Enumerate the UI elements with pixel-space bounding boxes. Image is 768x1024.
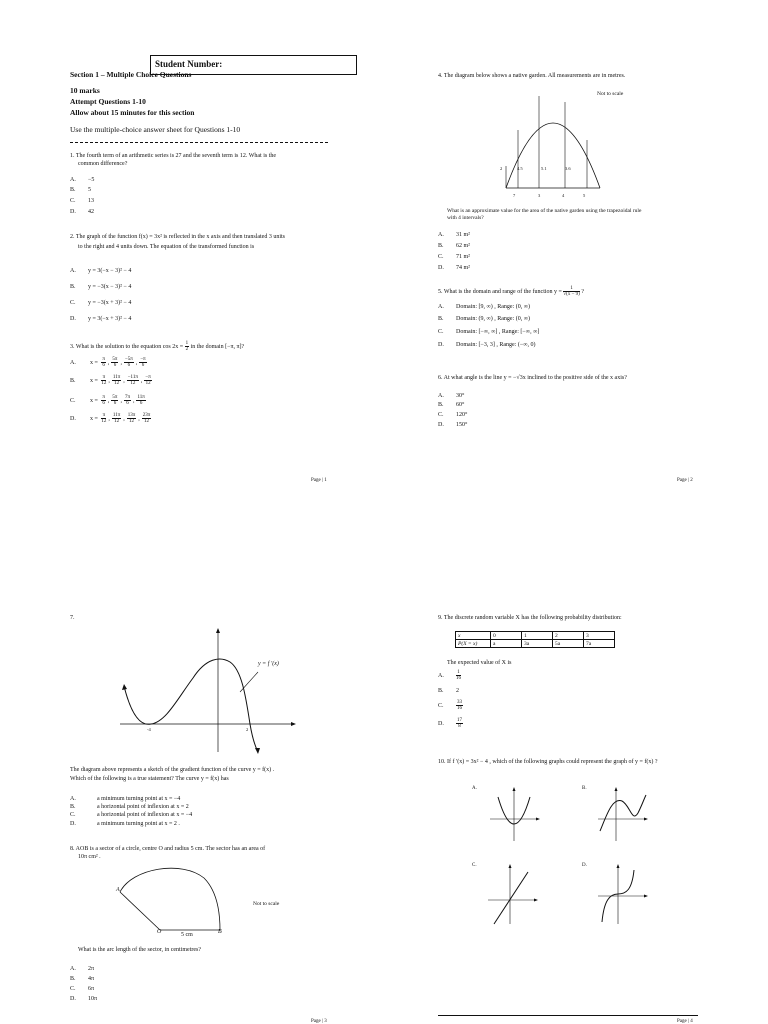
q9-option-c[interactable]: C. $\frac{33}{16}$ — [438, 700, 462, 711]
q8-option-c[interactable]: C. 6π — [70, 986, 95, 992]
q9-table-row-p — [456, 640, 615, 648]
q9-probability-table — [455, 631, 615, 648]
q9-option-d[interactable]: D. $\frac{17}{8}$ — [438, 718, 462, 729]
q10-stem: 10. If f ′(x) = 3x² − 4 , which of the following graphs could represent the graph of y = f(x) ? — [438, 759, 658, 765]
q2-option-c[interactable]: C. y = −3(x + 3)² − 4 — [70, 300, 132, 306]
q10-label-a: A. — [472, 786, 477, 791]
q3-fraction: $\frac{-11\pi}{12}$ — [127, 375, 138, 386]
allow-line: Allow about 15 minutes for this section — [70, 108, 195, 117]
q3-fraction: $\frac{5\pi}{6}$ — [112, 395, 118, 406]
q7-stem-1: The diagram above represents a sketch of the gradient function of the curve y = f(x) . — [70, 767, 275, 773]
q6-option-c[interactable]: C. 120° — [438, 412, 468, 418]
q4-option-d[interactable]: D. 74 m² — [438, 265, 470, 271]
q2-stem-2: to the right and 4 units down. The equation of the transformed function is — [78, 244, 255, 250]
q4-question-2: with 4 intervals? — [447, 215, 484, 221]
q7-option-b[interactable]: B. a horizontal point of inflexion at x = 2 — [70, 804, 189, 810]
q7-stem-2: Which of the following is a true statement? The curve y = f(x) has — [70, 776, 229, 782]
marks-line: 10 marks — [70, 86, 100, 95]
q7-option-a[interactable]: A. a minimum turning point at x = −4 — [70, 796, 181, 802]
q6-option-b[interactable]: B. 60° — [438, 402, 465, 408]
q8-radius-label: 5 cm — [181, 932, 193, 938]
q10-graph-a[interactable] — [486, 787, 546, 843]
q10-graph-b[interactable] — [594, 787, 654, 843]
q3-fraction: $\frac{\pi}{6}$ — [102, 395, 105, 406]
q8-label-b: B — [218, 929, 222, 935]
q4-option-a[interactable]: A. 31 m² — [438, 232, 470, 238]
q3-fraction: $\frac{11\pi}{12}$ — [112, 375, 121, 386]
q1-option-c[interactable]: C. 13 — [70, 198, 94, 204]
q3-option-b[interactable]: B. x = $\frac{\pi}{12}$ , $\frac{11\pi}{12}$ , $\frac{-11\pi}{12}$ , $\frac{-\pi}{12}$ — [70, 375, 151, 386]
q3-fraction: $\frac{11\pi}{12}$ — [112, 413, 121, 424]
q6-stem: 6. At what angle is the line y = −√3x inclined to the positive side of the x axis? — [438, 375, 627, 381]
q3-option-a[interactable]: A. x = $\frac{\pi}{6}$ , $\frac{5\pi}{6}$ , $\frac{-5\pi}{6}$ , $\frac{-\pi}{6}$ — [70, 357, 146, 368]
q10-label-d: D. — [582, 863, 587, 868]
q9-cell: P(X = x) — [456, 640, 491, 648]
q2-option-d[interactable]: D. y = 3(−x + 3)² − 4 — [70, 316, 132, 322]
q5-option-c[interactable]: C. Domain: [−∞, ∞] , Range: [−∞, ∞] — [438, 329, 540, 335]
q4-width-1: 7 — [513, 193, 516, 198]
q3-fraction: $\frac{\pi}{12}$ — [101, 413, 107, 424]
q9-cell: 5a — [553, 640, 584, 648]
q9-cell: 3 — [584, 632, 615, 640]
answer-sheet-line: Use the multiple-choice answer sheet for Questions 1-10 — [70, 125, 241, 134]
q3-fraction: $\frac{-\pi}{12}$ — [145, 375, 151, 386]
q9-stem: 9. The discrete random variable X has the following probability distribution: — [438, 615, 622, 621]
q3-fraction: $\frac{13\pi}{12}$ — [127, 413, 136, 424]
q3-option-c[interactable]: C. x = $\frac{\pi}{6}$ , $\frac{5\pi}{6}$ , $\frac{7\pi}{6}$ , $\frac{11\pi}{6}$ — [70, 395, 145, 406]
q1-option-a[interactable]: A. −5 — [70, 177, 95, 183]
q8-sector-diagram — [112, 866, 232, 936]
q9-table-row-x — [456, 632, 615, 640]
q8-question: What is the arc length of the sector, in centimetres? — [78, 947, 202, 953]
q3-fraction: $\frac{11\pi}{6}$ — [137, 395, 145, 406]
q3-fraction: $\frac{5\pi}{6}$ — [112, 357, 118, 368]
q9-cell: x — [456, 632, 491, 640]
footer-rule — [438, 1015, 698, 1016]
q3-fraction: $\frac{-\pi}{6}$ — [140, 357, 146, 368]
q3-fraction: $\frac{23\pi}{12}$ — [142, 413, 151, 424]
q9-cell: 7a — [584, 640, 615, 648]
q10-label-c: C. — [472, 863, 477, 868]
q3-fraction: $\frac{\pi}{6}$ — [102, 357, 105, 368]
q5-fraction: $\frac{1}{√(x - 9)}$ — [563, 286, 580, 297]
divider — [70, 142, 328, 143]
q3-fraction: $\frac{-5\pi}{6}$ — [124, 357, 133, 368]
q8-label-o: O — [157, 929, 162, 935]
q8-stem-1: 8. AOB is a sector of a circle, centre O and radius 5 cm. The sector has an area of — [70, 846, 266, 852]
q7-tick-2: 2 — [246, 727, 249, 732]
q5-stem: 5. What is the domain and range of the function y = $\frac{1}{√(x - 9)}$ ? — [438, 286, 584, 297]
page-number-2: Page | 2 — [677, 478, 693, 483]
q9-option-a[interactable]: A. $\frac{1}{16}$ — [438, 670, 461, 681]
q4-height-1: 2 — [500, 166, 503, 171]
q4-height-3: 5.1 — [541, 166, 547, 171]
q7-curve-label: y = f ′(x) — [258, 661, 279, 667]
q10-graph-c[interactable] — [484, 864, 544, 926]
q7-tick-minus4: -4 — [147, 727, 151, 732]
q8-label-a: A — [116, 887, 120, 893]
q1-stem-1: 1. The fourth term of an arithmetic series is 27 and the seventh term is 12. What is the — [70, 153, 277, 159]
student-number-label: Student Number: — [155, 59, 223, 69]
q2-stem-1: 2. The graph of the function f(x) = 3x² is reflected in the x axis and then translated 3 units — [70, 234, 286, 240]
q4-width-3: 4 — [562, 193, 565, 198]
q10-graph-d[interactable] — [594, 864, 654, 926]
q9-cell: 3a — [522, 640, 553, 648]
q3-option-d[interactable]: D. x = $\frac{\pi}{12}$ , $\frac{11\pi}{12}$ , $\frac{13\pi}{12}$ , $\frac{23\pi}{12}$ — [70, 413, 151, 424]
q5-option-a[interactable]: A. Domain: [9, ∞) , Range: (0, ∞) — [438, 304, 531, 310]
q6-option-d[interactable]: D. 150° — [438, 422, 468, 428]
q1-option-b[interactable]: B. 5 — [70, 187, 91, 193]
q8-option-b[interactable]: B. 4π — [70, 976, 95, 982]
q2-option-a[interactable]: A. y = 3(−x − 3)² − 4 — [70, 268, 132, 274]
q5-option-b[interactable]: B. Domain: (9, ∞) , Range: (0, ∞) — [438, 316, 531, 322]
q1-stem-2: common difference? — [78, 161, 128, 167]
q7-option-d[interactable]: D. a minimum turning point at x = 2 . — [70, 821, 180, 827]
q2-option-b[interactable]: B. y = −3(x − 3)² − 4 — [70, 284, 132, 290]
q8-option-d[interactable]: D. 10π — [70, 996, 98, 1002]
q5-option-d[interactable]: D. Domain: [−3, 3] , Range: (−∞, 0) — [438, 342, 536, 348]
q6-option-a[interactable]: A. 30° — [438, 393, 465, 399]
q7-gradient-graph — [118, 628, 318, 758]
q9-cell: 0 — [491, 632, 522, 640]
q4-height-4: 3.6 — [565, 166, 571, 171]
attempt-line: Attempt Questions 1-10 — [70, 97, 146, 106]
page-number-4: Page | 4 — [677, 1019, 693, 1024]
q4-width-2: 3 — [538, 193, 541, 198]
q9-cell: 1 — [522, 632, 553, 640]
q9-option-b[interactable]: B. 2 — [438, 688, 459, 694]
q7-number: 7. — [70, 615, 75, 621]
q4-option-c[interactable]: C. 71 m² — [438, 254, 470, 260]
q4-width-4: 5 — [583, 193, 586, 198]
q4-height-2: 4.5 — [517, 166, 523, 171]
q8-stem-2: 10π cm² . — [78, 854, 101, 860]
q9-cell: a — [491, 640, 522, 648]
q10-label-b: B. — [582, 786, 587, 791]
q8-option-a[interactable]: A. 2π — [70, 966, 95, 972]
q4-stem: 4. The diagram below shows a native garden. All measurements are in metres. — [438, 73, 626, 79]
section-title: Section 1 – Multiple Choice Questions — [70, 70, 192, 79]
q8-not-to-scale: Not to scale — [253, 901, 280, 907]
q4-not-to-scale: Not to scale — [597, 91, 624, 97]
page-number-3: Page | 3 — [311, 1019, 327, 1024]
q3-stem-fraction: $\frac{1}{2}$ — [185, 341, 189, 352]
q1-option-d[interactable]: D. 42 — [70, 209, 94, 215]
q3-fraction: $\frac{7\pi}{6}$ — [124, 395, 130, 406]
q9-cell: 2 — [553, 632, 584, 640]
q9-question: The expected value of X is — [447, 660, 512, 666]
q7-option-c[interactable]: C. a horizontal point of inflexion at x = −4 — [70, 812, 193, 818]
native-garden-diagram — [503, 88, 603, 198]
q4-question-1: What is an approximate value for the area of the native garden using the trapezoidal rule — [447, 208, 642, 214]
q4-option-b[interactable]: B. 62 m² — [438, 243, 470, 249]
page-number-1: Page | 1 — [311, 478, 327, 483]
q3-fraction: $\frac{\pi}{12}$ — [101, 375, 107, 386]
q3-stem: 3. What is the solution to the equation cos 2x = $\frac{1}{2}$ in the domain [−π, π]? — [70, 341, 245, 352]
